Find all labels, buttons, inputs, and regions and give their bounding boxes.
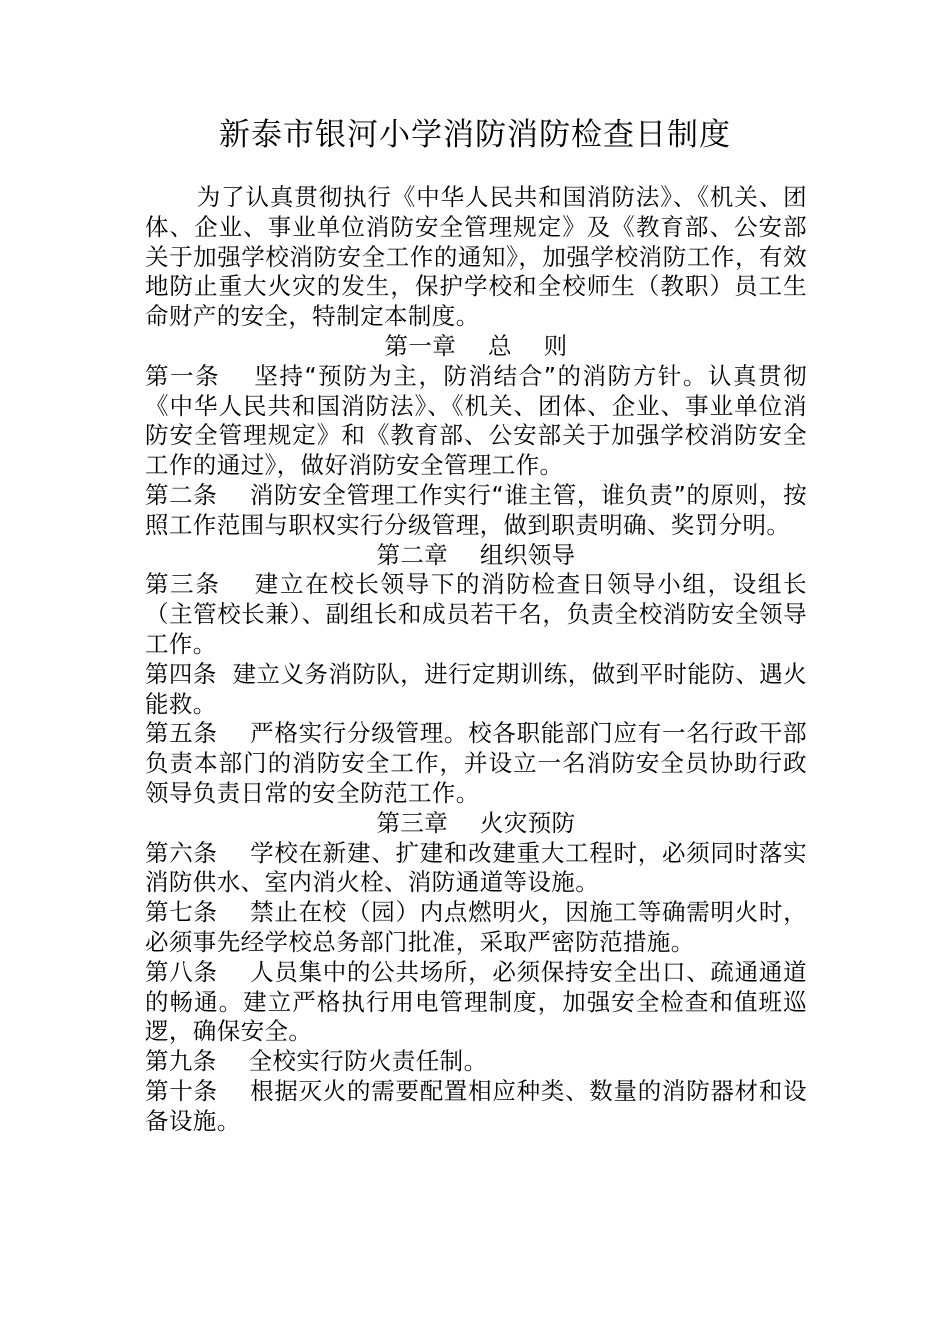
article-number: 第六条	[145, 838, 218, 867]
article	[145, 839, 807, 899]
article-number: 第三条	[145, 570, 221, 599]
article-number: 第五条	[145, 719, 218, 748]
article-number: 第二条	[145, 480, 218, 509]
article-text: 禁止在校（园）内点燃明火，因施工等确需明火时，必须事先经学校总务部门批准，采取严密防范措施。	[145, 898, 808, 956]
article-text: 建立在校长领导下的消防检查日领导小组，设组长（主管校长兼）、副组长和成员若干名，负责全校消防安全领导工作。	[145, 570, 807, 658]
article	[145, 1047, 807, 1077]
article-number: 第一条	[145, 361, 221, 390]
article	[145, 898, 807, 958]
article-number: 第九条	[145, 1047, 217, 1076]
chapter-heading: 第一章 总 则	[384, 331, 568, 360]
document-title: 新泰市银河小学消防消防检查日制度	[219, 117, 731, 153]
article-number: 第八条	[145, 957, 218, 986]
article	[145, 1077, 807, 1137]
intro-paragraph: 为了认真贯彻执行《中华人民共和国消防法》、《机关、团体、企业、事业单位消防安全管理规定》及《教育部、公安部关于加强学校消防安全工作的通知》，加强学校消防工作，有效地防止重大火灾的发生，保护学校和全校师生（教职）员工生命财产的安全，特制定本制度。	[145, 183, 807, 331]
chapter-heading: 第二章 组织领导	[376, 540, 576, 569]
article	[145, 362, 807, 481]
article-text: 消防安全管理工作实行“谁主管，谁负责”的原则，按照工作范围与职权实行分级管理，做到职责明确、奖罚分明。	[145, 480, 807, 539]
article-number: 第七条	[145, 898, 218, 927]
article-number: 第十条	[145, 1076, 218, 1105]
article-text: 建立义务消防队，进行定期训练，做到平时能防、遇火能救。	[145, 659, 807, 718]
article	[145, 660, 807, 720]
article-number: 第四条	[145, 659, 217, 688]
article	[145, 570, 807, 659]
article-text: 坚持“预防为主，防消结合”的消防方针。认真贯彻《中华人民共和国消防法》、《机关、团体、企业、事业单位消防安全管理规定》和《教育部、公安部关于加强学校消防安全工作的通过》，做好消防安全管理工作。	[145, 361, 807, 480]
article	[145, 719, 807, 808]
article	[145, 958, 807, 1047]
article-text: 人员集中的公共场所，必须保持安全出口、疏通通道的畅通。建立严格执行用电管理制度，加强安全检查和值班巡逻，确保安全。	[145, 957, 808, 1046]
article-text: 全校实行防火责任制。	[248, 1047, 488, 1076]
article	[145, 481, 807, 541]
article-text: 根据灭火的需要配置相应种类、数量的消防器材和设备设施。	[145, 1076, 808, 1135]
chapter-heading: 第三章 火灾预防	[376, 808, 576, 837]
document-body	[145, 183, 807, 1137]
article-text: 学校在新建、扩建和改建重大工程时，必须同时落实消防供水、室内消火栓、消防通道等设施。	[145, 838, 808, 897]
article-text: 严格实行分级管理。校各职能部门应有一名行政干部负责本部门的消防安全工作，并设立一名消防安全员协助行政领导负责日常的安全防范工作。	[145, 719, 808, 807]
